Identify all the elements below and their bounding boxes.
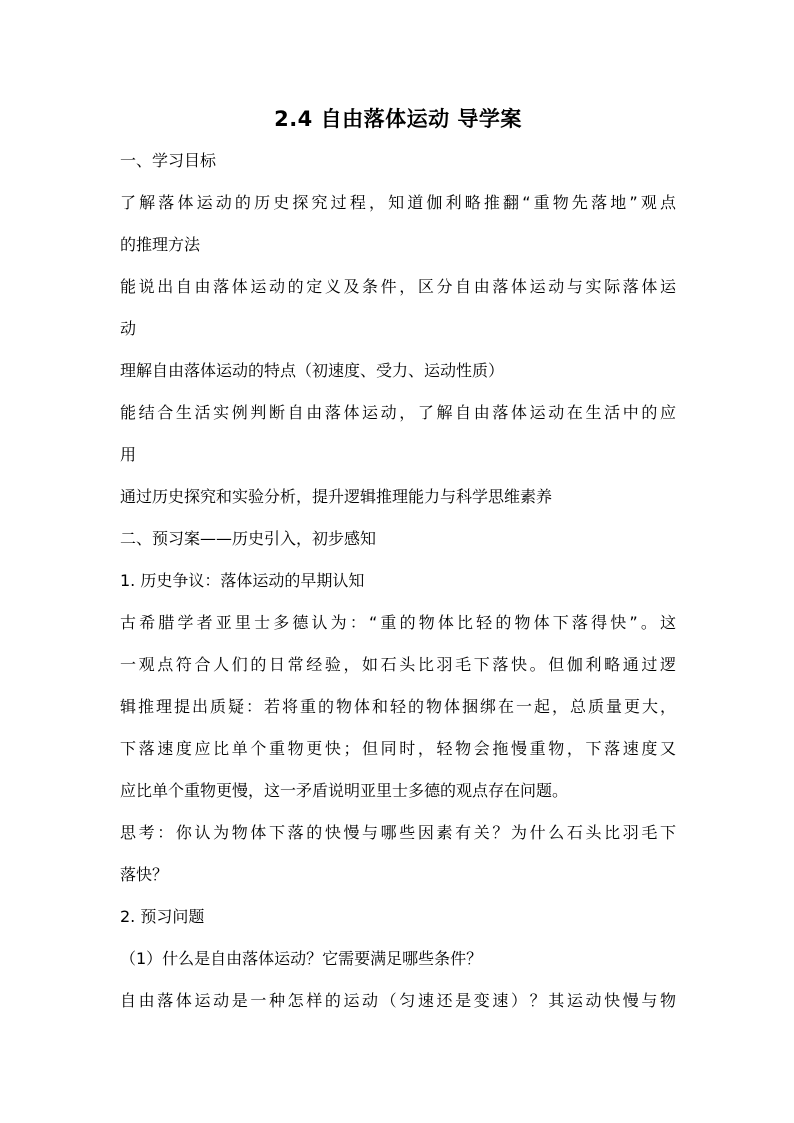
- section-heading-learning-goals: 一、学习目标: [120, 151, 217, 170]
- paragraph-line: 能说出自由落体运动的定义及条件，区分自由落体运动与实际落体运: [120, 277, 676, 296]
- paragraph-line: 应比单个重物更慢，这一矛盾说明亚里士多德的观点存在问题。: [120, 781, 569, 800]
- question-line: （1）什么是自由落体运动？它需要满足哪些条件？: [120, 949, 483, 968]
- document-title: 2.4 自由落体运动 导学案: [274, 107, 522, 131]
- paragraph-line: 落快？: [120, 865, 169, 884]
- section-heading-preview: 二、预习案——历史引入，初步感知: [120, 529, 377, 548]
- subsection-heading-preview-questions: 2. 预习问题: [120, 907, 205, 926]
- paragraph-line: 古希腊学者亚里士多德认为：“重的物体比轻的物体下落得快”。这: [120, 613, 676, 632]
- paragraph-line: 能结合生活实例判断自由落体运动，了解自由落体运动在生活中的应: [120, 403, 676, 422]
- paragraph-line: 动: [120, 319, 137, 338]
- paragraph-line: 一观点符合人们的日常经验，如石头比羽毛下落快。但伽利略通过逻: [120, 655, 676, 674]
- paragraph-line: 辑推理提出质疑：若将重的物体和轻的物体捆绑在一起，总质量更大，: [120, 697, 676, 716]
- paragraph-line: 了解落体运动的历史探究过程，知道伽利略推翻“重物先落地”观点: [120, 193, 676, 212]
- paragraph-line: 思考：你认为物体下落的快慢与哪些因素有关？为什么石头比羽毛下: [120, 823, 676, 842]
- paragraph-line: 自由落体运动是一种怎样的运动（匀速还是变速）？其运动快慢与物: [120, 991, 676, 1010]
- paragraph-line: 用: [120, 445, 137, 464]
- paragraph-line: 理解自由落体运动的特点（初速度、受力、运动性质）: [120, 361, 505, 380]
- subsection-heading-history: 1. 历史争议：落体运动的早期认知: [120, 571, 365, 590]
- document-content: [120, 98, 676, 1022]
- paragraph-line: 的推理方法: [120, 235, 201, 254]
- paragraph-line: 下落速度应比单个重物更快；但同时，轻物会拖慢重物，下落速度又: [120, 739, 676, 758]
- paragraph-line: 通过历史探究和实验分析，提升逻辑推理能力与科学思维素养: [120, 487, 553, 506]
